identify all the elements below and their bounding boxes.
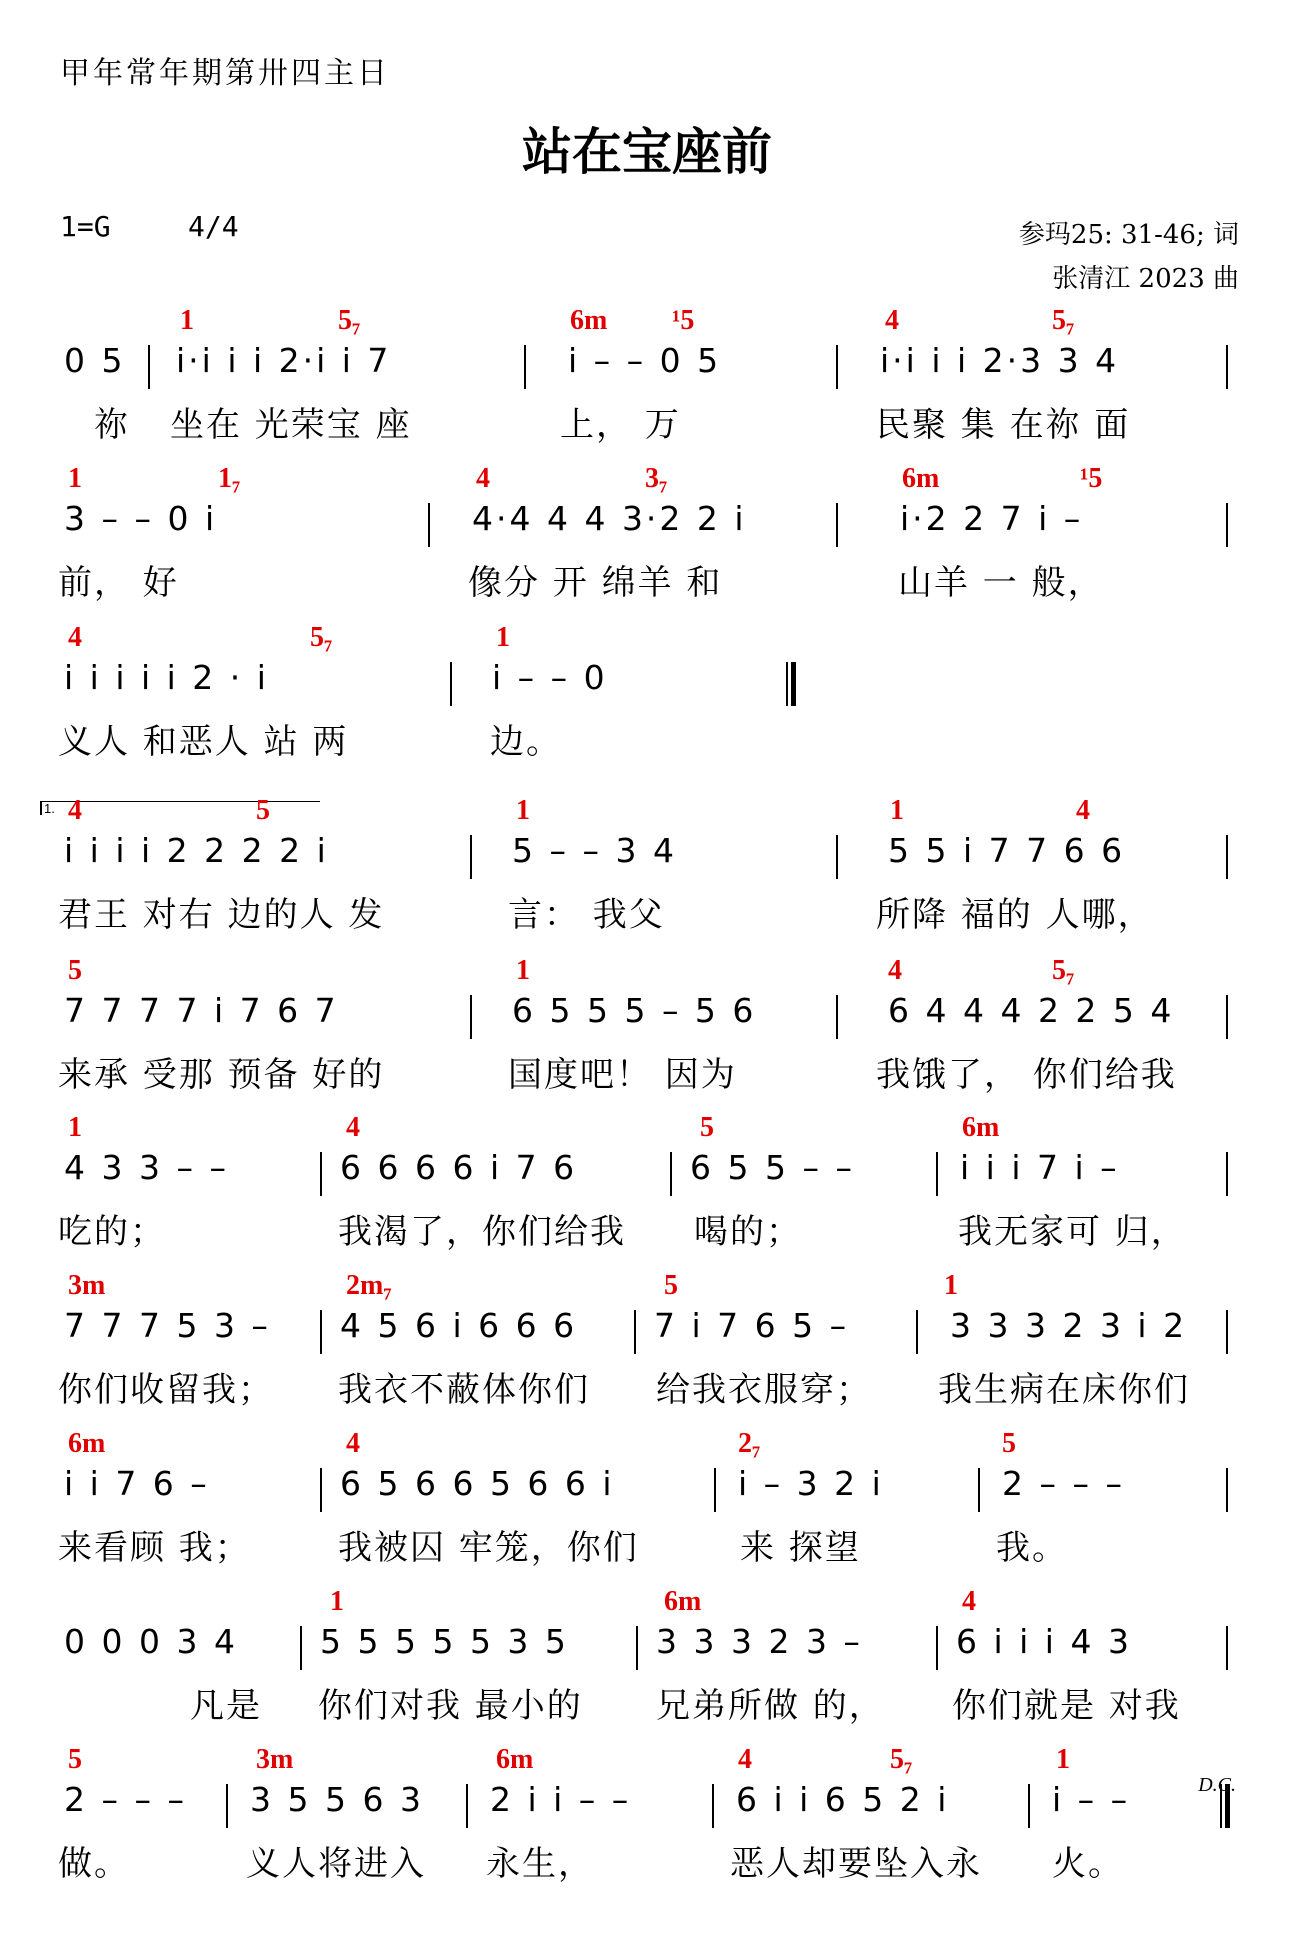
dc-mark: D.C. <box>1198 1774 1236 1796</box>
barline <box>1226 503 1228 547</box>
measure: 7 7 7 7 i 7 6 7 <box>64 991 339 1030</box>
chord-symbol: 4 <box>962 1586 976 1617</box>
barline <box>836 835 838 879</box>
measure: 6 5 5 5 – 5 6 <box>512 991 757 1030</box>
first-ending-tick <box>40 801 42 815</box>
chord-symbol: 5 <box>664 1270 678 1301</box>
lyric-line: 来承 受那 预备 好的 <box>58 1055 385 1095</box>
lyric-line: 火。 <box>1052 1844 1124 1884</box>
chord-symbol: 5₇ <box>1052 955 1075 986</box>
lyric-line: 来看顾 我； <box>58 1528 251 1568</box>
lyric-line: 做。 <box>58 1844 130 1884</box>
chord-symbol: ¹5 <box>672 305 695 336</box>
measure: 2 i i – – <box>490 1780 632 1819</box>
measure: 3 – – 0 i <box>64 499 218 538</box>
barline <box>634 1310 636 1354</box>
chord-symbol: 4 <box>68 622 82 653</box>
lyric-line: 喝的； <box>694 1212 802 1252</box>
barline <box>836 345 838 389</box>
measure: i·i i i 2·i i 7 <box>176 341 392 380</box>
chord-symbol: 5₇ <box>890 1744 913 1775</box>
lyric-line: 义人 和恶人 站 两 <box>58 722 349 762</box>
barline <box>670 1152 672 1196</box>
measure: i – – 0 <box>492 658 608 697</box>
chord-symbol: 3₇ <box>645 463 668 494</box>
lyric-line: 山羊 一 般， <box>898 563 1104 603</box>
lyric-line: 国度吧！ 因为 <box>508 1055 737 1095</box>
barline <box>226 1784 228 1828</box>
measure: 4 3 3 – – <box>64 1148 229 1187</box>
key-signature: 1=G <box>60 210 111 243</box>
lyric-line: 像分 开 绵羊 和 <box>468 563 723 603</box>
barline <box>1226 345 1228 389</box>
lyric-line: 坐在 光荣宝 座 <box>170 405 412 445</box>
lyric-line: 祢 <box>94 405 130 445</box>
lyric-line: 边。 <box>490 722 562 762</box>
chord-symbol: 4 <box>885 305 899 336</box>
measure: 6 6 6 6 i 7 6 <box>340 1148 578 1187</box>
barline <box>470 835 472 879</box>
measure: 6 i i i 4 3 <box>956 1622 1132 1661</box>
chord-symbol: 1 <box>890 795 904 826</box>
measure: 7 i 7 6 5 – <box>654 1306 850 1345</box>
barline <box>936 1626 938 1670</box>
chord-symbol: 4 <box>346 1428 360 1459</box>
measure: i i 7 6 – <box>64 1464 210 1503</box>
barline <box>300 1626 302 1670</box>
lyric-line: 民聚 集 在祢 面 <box>876 405 1131 445</box>
chord-symbol: 2m₇ <box>346 1270 392 1301</box>
barline <box>320 1310 322 1354</box>
measure: 6 4 4 4 2 2 5 4 <box>888 991 1175 1030</box>
barline <box>836 503 838 547</box>
measure: i – – <box>1052 1780 1131 1819</box>
measure: 7 7 7 5 3 – <box>64 1306 271 1345</box>
barline <box>1226 995 1228 1039</box>
chord-symbol: 6m <box>570 305 608 336</box>
chord-symbol: 1 <box>516 795 530 826</box>
chord-symbol: 5 <box>1002 1428 1016 1459</box>
measure: 5 – – 3 4 <box>512 831 677 870</box>
measure: 6 5 5 – – <box>690 1148 855 1187</box>
lyric-line: 我衣不蔽体你们 <box>338 1370 590 1410</box>
chord-symbol: 6m <box>902 463 940 494</box>
chord-symbol: 6m <box>68 1428 106 1459</box>
measure: i i i i i 2 · i <box>64 658 269 697</box>
lyric-line: 吃的； <box>58 1212 166 1252</box>
measure: i – – 0 5 <box>568 341 722 380</box>
lyric-line: 你们就是 对我 <box>952 1686 1181 1726</box>
chord-symbol: 1 <box>944 1270 958 1301</box>
barline <box>466 1784 468 1828</box>
chord-symbol: 2₇ <box>738 1428 761 1459</box>
barline <box>1028 1784 1030 1828</box>
barline <box>1226 1468 1228 1512</box>
first-ending-number: 1. <box>44 801 55 816</box>
barline <box>470 995 472 1039</box>
barline <box>1226 835 1228 879</box>
barline <box>916 1310 918 1354</box>
composer-credit: 张清江 2023 曲 <box>1052 264 1239 294</box>
lyric-line: 凡是 <box>190 1686 262 1726</box>
time-signature: 4/4 <box>188 210 239 243</box>
chord-symbol: 5₇ <box>310 622 333 653</box>
chord-symbol: 1₇ <box>218 463 241 494</box>
chord-symbol: 6m <box>664 1586 702 1617</box>
lyric-line: 前， 好 <box>58 563 179 603</box>
chord-symbol: 4 <box>738 1744 752 1775</box>
barline <box>524 345 526 389</box>
measure: 3 5 5 6 3 <box>250 1780 424 1819</box>
page-title: 站在宝座前 <box>522 123 772 181</box>
chord-symbol: 5 <box>68 1744 82 1775</box>
lyric-line: 我渴了，你们给我 <box>338 1212 626 1252</box>
chord-symbol: 5₇ <box>1052 305 1075 336</box>
chord-symbol: 1 <box>180 305 194 336</box>
measure: 5 5 5 5 5 3 5 <box>320 1622 569 1661</box>
final-double-barline <box>786 662 796 706</box>
lyric-line: 来 探望 <box>740 1528 861 1568</box>
chord-symbol: 4 <box>888 955 902 986</box>
barline <box>148 345 150 389</box>
barline <box>714 1468 716 1512</box>
chord-symbol: 3m <box>68 1270 106 1301</box>
barline <box>450 662 452 706</box>
chord-symbol: 4 <box>1076 795 1090 826</box>
measure: 3 3 3 2 3 – <box>656 1622 863 1661</box>
lyric-line: 义人将进入 <box>246 1844 426 1884</box>
lyric-line: 所降 福的 人哪， <box>876 895 1154 935</box>
chord-symbol: 4 <box>346 1112 360 1143</box>
chord-symbol: 5 <box>700 1112 714 1143</box>
chord-symbol: 1 <box>68 1112 82 1143</box>
chord-symbol: 4 <box>68 795 82 826</box>
lyric-line: 恶人却要坠入永 <box>730 1844 982 1884</box>
measure: i·i i i 2·3 3 4 <box>880 341 1120 380</box>
measure: 4 5 6 i 6 6 6 <box>340 1306 578 1345</box>
barline <box>320 1152 322 1196</box>
lyric-line: 你们对我 最小的 <box>318 1686 583 1726</box>
measure: i – 3 2 i <box>738 1464 884 1503</box>
lyric-line: 永生， <box>486 1844 594 1884</box>
lyric-line: 君王 对右 边的人 发 <box>58 895 385 935</box>
chord-symbol: ¹5 <box>1080 463 1103 494</box>
barline <box>836 995 838 1039</box>
lyric-line: 我饿了， 你们给我 <box>876 1055 1177 1095</box>
measure: 4·4 4 4 3·2 2 i <box>472 499 747 538</box>
chord-symbol: 5₇ <box>338 305 361 336</box>
lyric-line: 我无家可 归， <box>958 1212 1187 1252</box>
chord-symbol: 1 <box>516 955 530 986</box>
chord-symbol: 1 <box>1056 1744 1070 1775</box>
chord-symbol: 1 <box>68 463 82 494</box>
lyric-line: 给我衣服穿； <box>656 1370 872 1410</box>
chord-symbol: 1 <box>496 622 510 653</box>
measure: 0 0 0 3 4 <box>64 1622 238 1661</box>
measure: 6 5 6 6 5 6 6 i <box>340 1464 615 1503</box>
measure: 5 5 i 7 7 6 6 <box>888 831 1126 870</box>
measure: 0 5 <box>64 341 126 380</box>
barline <box>428 503 430 547</box>
measure: 2 – – – <box>1002 1464 1125 1503</box>
measure: 6 i i 6 5 2 i <box>736 1780 950 1819</box>
subtitle: 甲年常年期第卅四主日 <box>60 56 390 91</box>
lyric-line: 上， 万 <box>560 405 681 445</box>
chord-symbol: 6m <box>962 1112 1000 1143</box>
barline <box>1226 1310 1228 1354</box>
chord-symbol: 5 <box>256 795 270 826</box>
barline <box>712 1784 714 1828</box>
barline <box>1226 1626 1228 1670</box>
barline <box>1226 1152 1228 1196</box>
chord-symbol: 4 <box>476 463 490 494</box>
final-double-barline <box>1220 1784 1230 1828</box>
measure: 2 – – – <box>64 1780 187 1819</box>
lyric-line: 我。 <box>996 1528 1068 1568</box>
measure: 3 3 3 2 3 i 2 <box>950 1306 1188 1345</box>
lyric-line: 我生病在床你们 <box>938 1370 1190 1410</box>
lyric-line: 言： 我父 <box>508 895 665 935</box>
measure: i·2 2 7 i – <box>900 499 1084 538</box>
lyric-line: 你们收留我； <box>58 1370 274 1410</box>
barline <box>320 1468 322 1512</box>
measure: i i i i 2 2 2 2 i <box>64 831 329 870</box>
lyric-line: 兄弟所做 的， <box>656 1686 885 1726</box>
measure: i i i 7 i – <box>960 1148 1120 1187</box>
chord-symbol: 6m <box>496 1744 534 1775</box>
chord-symbol: 5 <box>68 955 82 986</box>
barline <box>936 1152 938 1196</box>
barline <box>978 1468 980 1512</box>
lyric-line: 我被囚 牢笼，你们 <box>338 1528 639 1568</box>
chord-symbol: 1 <box>330 1586 344 1617</box>
lyricist-credit: 参玛25: 31-46; 词 <box>1018 220 1239 250</box>
first-ending-bracket <box>40 801 320 802</box>
barline <box>636 1626 638 1670</box>
chord-symbol: 3m <box>256 1744 294 1775</box>
